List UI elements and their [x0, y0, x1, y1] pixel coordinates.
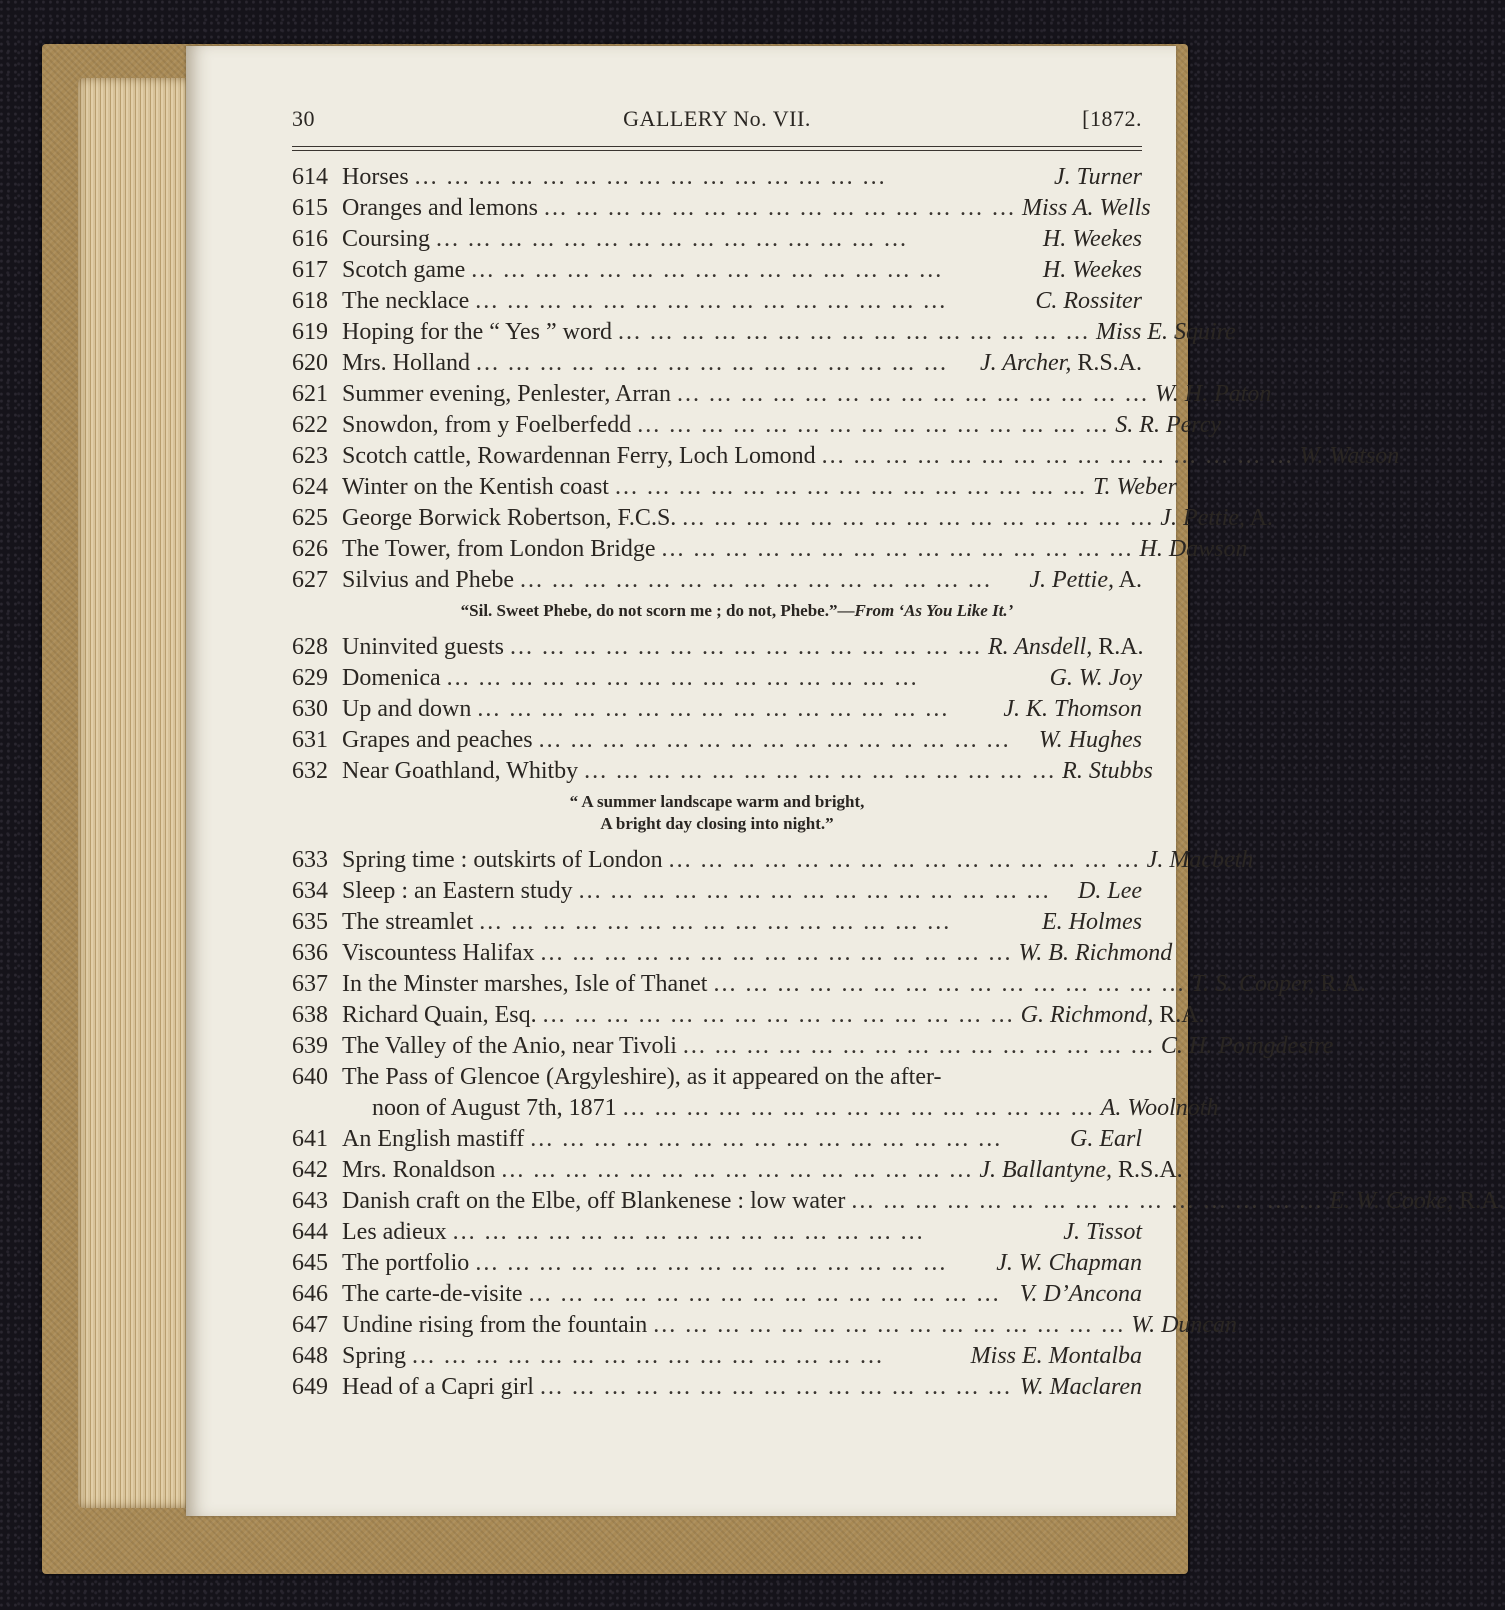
- entry-number: 622: [292, 412, 328, 438]
- entry-title: Danish craft on the Elbe, off Blankenese : low water: [342, 1188, 846, 1214]
- entry-number: 638: [292, 1002, 328, 1028]
- entry-artist: [1013, 938, 1173, 969]
- entry-artist: [1057, 1217, 1142, 1248]
- entry-title: Spring: [342, 1343, 407, 1369]
- entry-number: 648: [292, 1343, 328, 1369]
- artist-name: W. Watson: [1299, 443, 1400, 469]
- entry-artist: [1154, 503, 1273, 534]
- catalogue-entry: [292, 1031, 1334, 1062]
- entry-number: 635: [292, 909, 328, 935]
- entry-artist: [1014, 1372, 1142, 1403]
- artist-name: T. Weber: [1092, 474, 1177, 500]
- entry-artist: A. Woolnoth: [1100, 1095, 1219, 1121]
- catalogue-entry: [292, 938, 1173, 969]
- catalogue-entry: [292, 441, 1400, 472]
- leader-dots: ... ... ... ... ... ... ... ... ... ... ... ... ... ... ...: [614, 474, 1087, 500]
- leader-dots: ... ... ... ... ... ... ... ... ... ... ... ... ... ... ...: [661, 536, 1134, 562]
- artist-name: D. Lee: [1078, 878, 1142, 904]
- entry-title: The Valley of the Anio, near Tivoli: [342, 1033, 677, 1059]
- artist-name: H. Weekes: [1042, 257, 1142, 283]
- entry-number: 631: [292, 727, 328, 753]
- artist-name: G. W. Joy: [1049, 665, 1142, 691]
- catalogue-entry: [292, 845, 1254, 876]
- entry-title: Mrs. Ronaldson: [342, 1157, 496, 1183]
- entry-title: Richard Quain, Esq.: [342, 1002, 537, 1028]
- entry-number: 624: [292, 474, 328, 500]
- entry-title: Horses: [342, 164, 409, 190]
- entry-number: 625: [292, 505, 328, 531]
- entry-number: 642: [292, 1157, 328, 1183]
- leader-dots: ... ... ... ... ... ... ... ... ... ... ... ... ... ... ...: [584, 758, 1057, 784]
- artist-name: Miss A. Wells: [1021, 195, 1151, 221]
- entry-number: 627: [292, 567, 328, 593]
- leader-dots: ... ... ... ... ... ... ... ... ... ... ... ... ... ... ...: [676, 381, 1149, 407]
- leader-dots: ... ... ... ... ... ... ... ... ... ... ... ... ... ... ...: [653, 1312, 1126, 1338]
- artist-honours: R.A.: [1092, 634, 1144, 660]
- entry-artist: [1087, 472, 1177, 503]
- leader-dots: ... ... ... ... ... ... ... ... ... ... ... ... ... ... ...: [578, 878, 1051, 904]
- entry-title: Spring time : outskirts of London: [342, 847, 663, 873]
- entry-title: Mrs. Holland: [342, 350, 470, 376]
- catalogue-entry: [292, 876, 1142, 907]
- entry-number: 629: [292, 665, 328, 691]
- entry-number: 616: [292, 226, 328, 252]
- artist-name: J. K. Thomson: [1003, 696, 1142, 722]
- leader-dots: ... ... ... ... ... ... ... ... ... ... ... ... ... ... ...: [501, 1157, 974, 1183]
- entry-artist: [1033, 725, 1142, 756]
- entry-title: The Pass of Glencoe (Argyleshire), as it appeared on the after-: [342, 1064, 942, 1090]
- leader-dots: ... ... ... ... ... ... ... ... ... ... ... ... ... ... ...: [668, 847, 1141, 873]
- entry-number: 644: [292, 1219, 328, 1245]
- leader-dots: ... ... ... ... ... ... ... ... ... ... ... ... ... ... ...: [682, 505, 1155, 531]
- entry-title: Summer evening, Penlester, Arran: [342, 381, 671, 407]
- leader-dots: ... ... ... ... ... ... ... ... ... ... ... ... ... ... ...: [821, 443, 1294, 469]
- artist-name: J. Pettie,: [1160, 505, 1245, 531]
- entry-number: 621: [292, 381, 328, 407]
- catalogue-entry-continued: [292, 1093, 1219, 1124]
- entry-title: In the Minster marshes, Isle of Thanet: [342, 971, 708, 997]
- leader-dots: ... ... ... ... ... ... ... ... ... ... ... ... ... ... ...: [540, 940, 1013, 966]
- artist-name: H. Dawson: [1139, 536, 1248, 562]
- catalogue-entry: [292, 224, 1142, 255]
- entry-number: 614: [292, 164, 328, 190]
- entry-title: The portfolio: [342, 1250, 470, 1276]
- catalogue-entry: [292, 1062, 1142, 1093]
- entry-artist: [1064, 1124, 1142, 1155]
- catalogue-entry: [292, 1248, 1142, 1279]
- entry-artist: [1037, 224, 1142, 255]
- leader-dots: ... ... ... ... ... ... ... ... ... ... ... ... ... ... ...: [446, 665, 919, 691]
- entry-title: The streamlet: [342, 909, 474, 935]
- entry-number: 637: [292, 971, 328, 997]
- entry-number: 626: [292, 536, 328, 562]
- catalogue-entry: [292, 1186, 1505, 1217]
- leader-dots: ... ... ... ... ... ... ... ... ... ... ... ... ... ... ...: [543, 195, 1016, 221]
- artist-name: J. Tissot: [1063, 1219, 1142, 1245]
- quote-line: “ A summer landscape warm and bright,: [569, 792, 865, 811]
- catalogue-entry: [292, 1155, 1183, 1186]
- quote-text: “Sil. Sweet Phebe, do not scorn me ; do not, Phebe.”—: [460, 601, 855, 620]
- header-rule: [292, 146, 1142, 147]
- entry-title: An English mastiff: [342, 1126, 525, 1152]
- entry-title: Up and down: [342, 696, 472, 722]
- entry-artist: [1016, 193, 1151, 224]
- artist-name: J. Pettie,: [1029, 567, 1114, 593]
- entry-title: George Borwick Robertson, F.C.S.: [342, 505, 677, 531]
- entry-number: 647: [292, 1312, 328, 1338]
- artist-name: E. Holmes: [1042, 909, 1142, 935]
- catalogue-entry: [292, 725, 1142, 756]
- catalogue-entry: [292, 379, 1272, 410]
- entry-artist: [1037, 255, 1142, 286]
- artist-name: J. W. Chapman: [996, 1250, 1142, 1276]
- entry-artist: [1056, 756, 1153, 787]
- catalogue-entry: [292, 1000, 1205, 1031]
- leader-dots: ... ... ... ... ... ... ... ... ... ... ... ... ... ... ...: [530, 1126, 1003, 1152]
- entry-artist: [1015, 1000, 1205, 1031]
- leader-dots: ... ... ... ... ... ... ... ... ... ... ... ... ... ... ...: [476, 350, 948, 376]
- leader-dots: ... ... ... ... ... ... ... ... ... ... ... ... ... ... ...: [539, 1374, 1012, 1400]
- artist-name: R. Ansdell,: [988, 634, 1093, 660]
- artist-name: G. Earl: [1070, 1126, 1142, 1152]
- entry-title: Scotch game: [342, 257, 466, 283]
- leader-dots: ... ... ... ... ... ... ... ... ... ... ... ... ... ... ...: [528, 1281, 1001, 1307]
- entry-title: Les adieux: [342, 1219, 447, 1245]
- entry-title: The Tower, from London Bridge: [342, 536, 656, 562]
- entry-title: Oranges and lemons: [342, 195, 538, 221]
- entry-title: Winter on the Kentish coast: [342, 474, 609, 500]
- entry-artist: [1185, 969, 1365, 1000]
- entry-number: 641: [292, 1126, 328, 1152]
- entry-artist: [1155, 1031, 1333, 1062]
- entry-number: 640: [292, 1064, 328, 1090]
- catalogue-entry: [292, 1124, 1142, 1155]
- entry-artist: [982, 632, 1144, 663]
- quotation: [292, 596, 1142, 632]
- entry-number: 632: [292, 758, 328, 784]
- entry-artist: [1149, 379, 1271, 410]
- catalogue-entry: [292, 663, 1142, 694]
- leader-dots: ... ... ... ... ... ... ... ... ... ... ... ... ... ... ...: [475, 288, 948, 314]
- book-page: [186, 46, 1505, 1516]
- leader-dots: ... ... ... ... ... ... ... ... ... ... ... ... ... ... ...: [412, 1343, 885, 1369]
- entry-number: 645: [292, 1250, 328, 1276]
- catalogue-entry: [292, 632, 1142, 663]
- catalogue-entry: [292, 565, 1142, 596]
- entry-artist: [1090, 317, 1236, 348]
- entry-number: 643: [292, 1188, 328, 1214]
- catalogue-entry: [292, 1217, 1142, 1248]
- leader-dots: ... ... ... ... ... ... ... ... ... ... ... ... ... ... ...: [637, 412, 1110, 438]
- entry-title: Grapes and peaches: [342, 727, 533, 753]
- entry-artist: [973, 1155, 1182, 1186]
- leader-dots: ... ... ... ... ... ... ... ... ... ... ... ... ... ... ...: [622, 1095, 1095, 1121]
- artist-honours: A.: [1113, 567, 1142, 593]
- quote-line: A bright day closing into night.”: [600, 814, 834, 833]
- artist-name: E. W. Cooke,: [1329, 1188, 1454, 1214]
- entry-artist: [1044, 663, 1142, 694]
- artist-honours: R.S.A.: [1071, 350, 1142, 376]
- artist-name: S. R. Percy: [1115, 412, 1222, 438]
- catalogue-entry: [292, 534, 1248, 565]
- entry-title: Viscountess Halifax: [342, 940, 535, 966]
- page-edges: [78, 78, 198, 1508]
- leader-dots: ... ... ... ... ... ... ... ... ... ... ... ... ... ... ...: [414, 164, 887, 190]
- artist-name: Miss E. Montalba: [970, 1343, 1142, 1369]
- catalogue-entry: [292, 969, 1366, 1000]
- artist-name: T. S. Cooper,: [1191, 971, 1315, 997]
- entry-artist: [990, 1248, 1142, 1279]
- artist-name: J. Turner: [1053, 164, 1142, 190]
- entry-artist: [1029, 286, 1142, 317]
- entry-number: 620: [292, 350, 328, 376]
- catalogue-entry: [292, 694, 1142, 725]
- entry-number: 633: [292, 847, 328, 873]
- leader-dots: ... ... ... ... ... ... ... ... ... ... ... ... ... ... ...: [510, 634, 982, 660]
- catalogue-entry: [292, 410, 1222, 441]
- artist-honours: R.A.: [1314, 971, 1366, 997]
- leader-dots: ... ... ... ... ... ... ... ... ... ... ... ... ... ... ...: [542, 1002, 1015, 1028]
- artist-name: J. Macbeth: [1146, 847, 1254, 873]
- artist-honours: R.A.: [1453, 1188, 1505, 1214]
- entry-artist: [1036, 907, 1142, 938]
- catalogue-entry: [292, 1279, 1142, 1310]
- leader-dots: ... ... ... ... ... ... ... ... ... ... ... ... ... ... ...: [682, 1033, 1155, 1059]
- catalogue-entry: [292, 286, 1142, 317]
- entry-number: 623: [292, 443, 328, 469]
- artist-name: W. Hughes: [1038, 727, 1142, 753]
- entry-title: Coursing: [342, 226, 431, 252]
- entry-artist: [1072, 876, 1142, 907]
- artist-honours: R.A.: [1153, 1002, 1205, 1028]
- artist-name: H. Weekes: [1042, 226, 1142, 252]
- entry-title: Silvius and Phebe: [342, 567, 514, 593]
- entry-artist: [1125, 1310, 1237, 1341]
- artist-name: G. Richmond,: [1020, 1002, 1154, 1028]
- entry-number: 649: [292, 1374, 328, 1400]
- artist-name: R. Stubbs: [1062, 758, 1153, 784]
- entry-number: 636: [292, 940, 328, 966]
- entry-artist: [1023, 565, 1142, 596]
- entry-artist: [1014, 1279, 1142, 1310]
- catalogue-entry: [292, 503, 1273, 534]
- catalogue-list: [292, 162, 1505, 1403]
- entry-number: 615: [292, 195, 328, 221]
- leader-dots: ... ... ... ... ... ... ... ... ... ... ... ... ... ... ...: [477, 696, 950, 722]
- leader-dots: ... ... ... ... ... ... ... ... ... ... ... ... ... ... ...: [471, 257, 944, 283]
- artist-name: W. Maclaren: [1019, 1374, 1142, 1400]
- artist-name: C. Rossiter: [1035, 288, 1142, 314]
- entry-title: Uninvited guests: [342, 634, 504, 660]
- entry-artist: [1048, 162, 1142, 193]
- artist-honours: R.S.A.: [1111, 1157, 1183, 1183]
- quotation: [292, 787, 1142, 845]
- catalogue-entry: [292, 907, 1142, 938]
- catalogue-entry: [292, 1310, 1238, 1341]
- catalogue-entry: [292, 472, 1177, 503]
- artist-name: C. H. Poingdestre: [1160, 1033, 1334, 1059]
- artist-name: W. Duncan: [1131, 1312, 1238, 1338]
- entry-title: Hoping for the “ Yes ” word: [342, 319, 612, 345]
- entry-number: 619: [292, 319, 328, 345]
- entry-artist: [1109, 410, 1221, 441]
- entry-title: The necklace: [342, 288, 470, 314]
- artist-name: Miss E. Squire: [1095, 319, 1236, 345]
- leader-dots: ... ... ... ... ... ... ... ... ... ... ... ... ... ... ...: [520, 567, 992, 593]
- artist-name: J. Archer,: [980, 350, 1072, 376]
- leader-dots: ... ... ... ... ... ... ... ... ... ... ... ... ... ... ...: [436, 226, 909, 252]
- entry-number: 628: [292, 634, 328, 660]
- entry-title: Domenica: [342, 665, 441, 691]
- artist-name: V. D’Ancona: [1019, 1281, 1142, 1307]
- entry-number: 618: [292, 288, 328, 314]
- entry-artist: [1134, 534, 1248, 565]
- entry-artist: [974, 348, 1142, 379]
- catalogue-entry: [292, 193, 1151, 224]
- artist-name: W. H. Paton: [1154, 381, 1272, 407]
- entry-artist: [1141, 845, 1254, 876]
- leader-dots: ... ... ... ... ... ... ... ... ... ... ... ... ... ... ...: [713, 971, 1186, 997]
- entry-title: Scotch cattle, Rowardennan Ferry, Loch Lomond: [342, 443, 816, 469]
- artist-honours: A.: [1244, 505, 1273, 531]
- entry-title: Undine rising from the fountain: [342, 1312, 648, 1338]
- catalogue-entry: [292, 317, 1236, 348]
- leader-dots: ... ... ... ... ... ... ... ... ... ... ... ... ... ... ...: [479, 909, 952, 935]
- entry-title: Head of a Capri girl: [342, 1374, 534, 1400]
- entry-title: The carte-de-visite: [342, 1281, 523, 1307]
- entry-title: Sleep : an Eastern study: [342, 878, 573, 904]
- artist-name: W. B. Richmond: [1018, 940, 1173, 966]
- quote-source: From ‘As You Like It.’: [854, 601, 1014, 620]
- catalogue-entry: [292, 1341, 1142, 1372]
- year: [1872.: [1082, 106, 1142, 131]
- page-number: 30: [292, 106, 315, 131]
- leader-dots: ... ... ... ... ... ... ... ... ... ... ... ... ... ... ...: [851, 1188, 1324, 1214]
- gallery-title: GALLERY No. VII.: [623, 106, 811, 131]
- entry-number: 630: [292, 696, 328, 722]
- leader-dots: ... ... ... ... ... ... ... ... ... ... ... ... ... ... ...: [617, 319, 1090, 345]
- header-rule-thin: [292, 150, 1142, 151]
- artist-name: J. Ballantyne,: [979, 1157, 1112, 1183]
- leader-dots: ... ... ... ... ... ... ... ... ... ... ... ... ... ... ...: [452, 1219, 925, 1245]
- entry-artist: [1323, 1186, 1504, 1217]
- page-header: [292, 106, 1142, 146]
- leader-dots: ... ... ... ... ... ... ... ... ... ... ... ... ... ... ...: [538, 727, 1011, 753]
- entry-title: Near Goathland, Whitby: [342, 758, 579, 784]
- entry-artist: [965, 1341, 1142, 1372]
- entry-number: 617: [292, 257, 328, 283]
- leader-dots: ... ... ... ... ... ... ... ... ... ... ... ... ... ... ...: [475, 1250, 948, 1276]
- entry-number: 634: [292, 878, 328, 904]
- entry-number: 646: [292, 1281, 328, 1307]
- catalogue-entry: [292, 1372, 1142, 1403]
- catalogue-entry: [292, 255, 1142, 286]
- catalogue-entry: [292, 756, 1153, 787]
- entry-number: 639: [292, 1033, 328, 1059]
- entry-title: noon of August 7th, 1871: [372, 1095, 617, 1121]
- catalogue-entry: [292, 162, 1142, 193]
- catalogue-entry: [292, 348, 1142, 379]
- entry-artist: [997, 694, 1142, 725]
- entry-title: Snowdon, from y Foelberfedd: [342, 412, 632, 438]
- entry-artist: [1294, 441, 1400, 472]
